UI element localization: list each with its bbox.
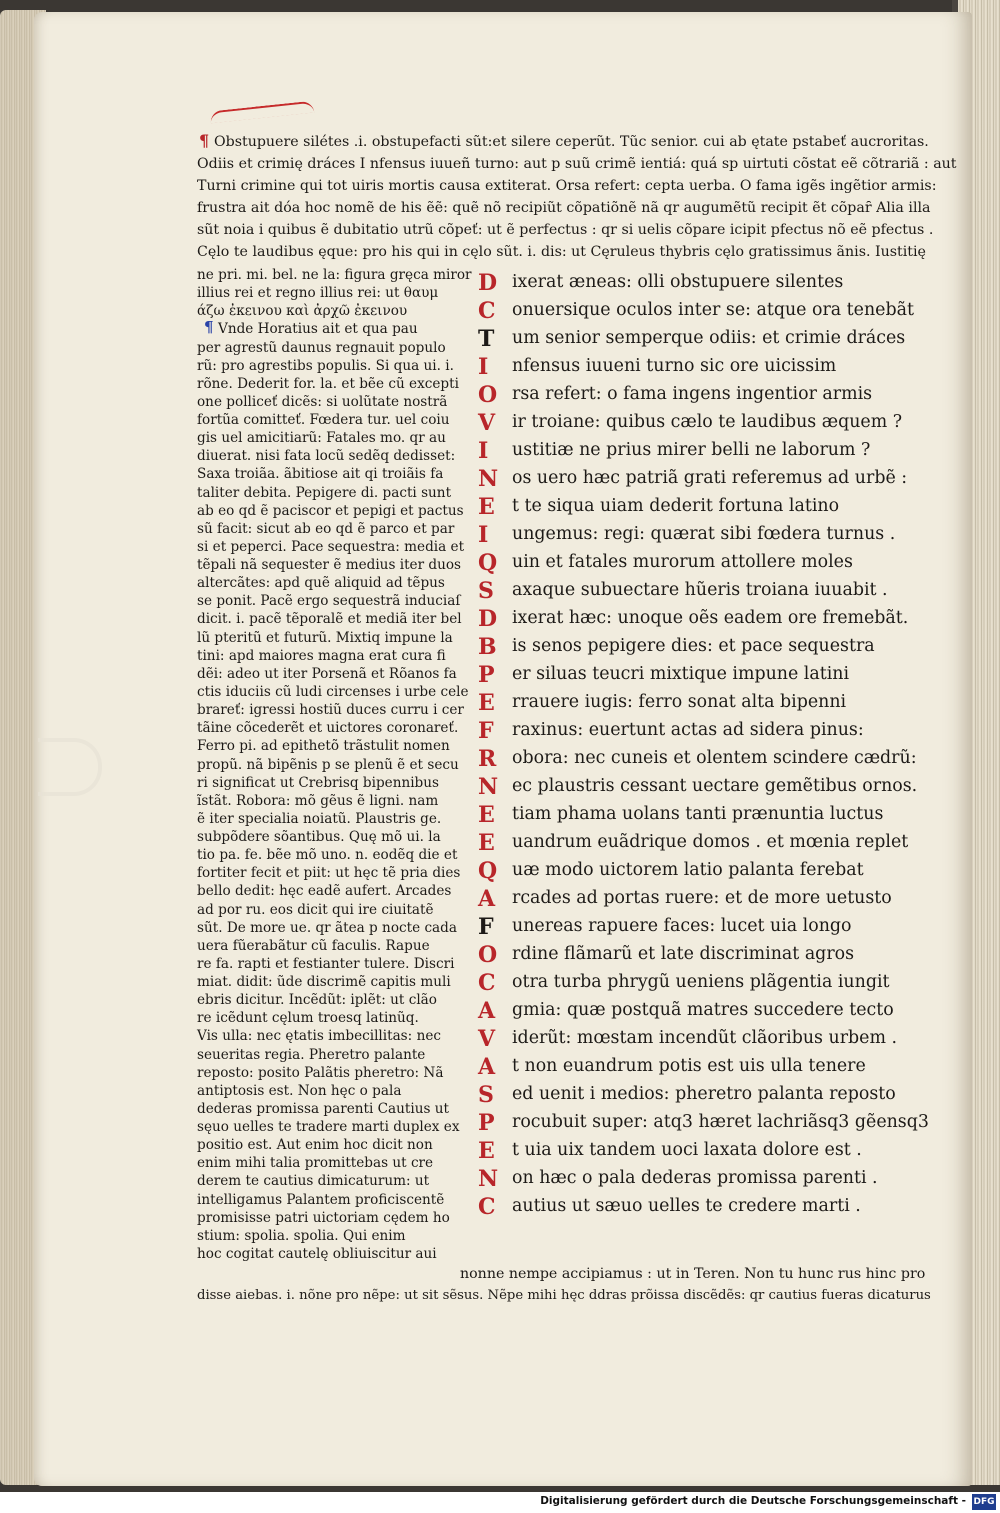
commentary-line: tini: apd maiores magna erat cura fi (197, 647, 446, 664)
verse-line: er siluas teucri mixtique impune latini (512, 664, 850, 684)
commentary-line: propũ. nã bipẽnis p se plenũ ẽ et secu (197, 756, 459, 773)
commentary-line: re icẽdunt cęlum troesq latinũq. (197, 1010, 419, 1027)
commentary-line: nonne nempe accipiamus : ut in Teren. Non tu hunc rus hinc pro (460, 1266, 926, 1282)
commentary-line: one polliceť dicẽs: si uolũtate nostrã (197, 393, 448, 410)
verse-initial: F (478, 718, 494, 744)
commentary-line: Saxa troiãa. ãbitiose ait qi troiãis fa (197, 466, 444, 483)
commentary-line: dẽi: adeo ut iter Porsenã et Rõanos fa (197, 665, 457, 682)
verse-initial: I (478, 354, 489, 380)
commentary-line: frustra ait dóa hoc nomẽ de his ẽẽ: quẽ nõ recipiũt cõpatiõnẽ nã qr augumẽtũ recipit ẽt cõpaȓ Alia illa (197, 200, 931, 216)
verse-initial: E (478, 830, 495, 856)
commentary-line: brareť: igressi hostiũ duces curru i cer (197, 702, 464, 719)
verse-initial: A (478, 886, 496, 912)
commentary-line: promisisse patri uictoriam cędem ho (197, 1209, 450, 1226)
commentary-line: re fa. rapti et festianter tulere. Discri (197, 955, 455, 972)
commentary-line: lũ pteritũ et futurũ. Mixtiq impune la (197, 629, 453, 646)
commentary-line: fortiter fecit et piit: ut hęc tẽ pria dies (197, 865, 461, 882)
commentary-line: gis uel amicitiarũ: Fatales mo. qr au (197, 430, 446, 447)
verse-initial: N (478, 466, 499, 492)
verse-line: on hæc o pala dederas promissa parenti . (512, 1168, 878, 1188)
verse-line: raxinus: euertunt actas ad sidera pinus: (512, 720, 864, 740)
commentary-line: ab eo qd ẽ paciscor et pepigi et pactus (197, 502, 464, 519)
dfg-logo: DFG (972, 1494, 996, 1510)
verse-line: rocubuit super: atq3 hæret lachriãsq3 gẽensq3 (512, 1112, 929, 1132)
verse-line: ixerat hæc: unoque oẽs eadem ore fremebãt. (512, 608, 909, 628)
commentary-line: άζω ἐκεινου καὶ ἀρχῶ ἐκεινου (197, 303, 408, 320)
commentary-line: uera fũerabãtur cũ faculis. Rapue (197, 937, 430, 954)
commentary-line: ad por ru. eos dicit qui ire ciuitatẽ (197, 901, 434, 918)
commentary-line: antiptosis est. Non hęc o pala (197, 1082, 402, 1099)
verse-line: rrauere iugis: ferro sonat alta bipenni (512, 692, 847, 712)
verse-initial: S (478, 1082, 494, 1108)
verse-line: rsa refert: o fama ingens ingentior armis (512, 384, 873, 404)
commentary-line: miat. didit: ũde discrimẽ capitis muli (197, 974, 451, 991)
verse-initial: B (478, 634, 497, 660)
commentary-line: diuerat. nisi fata locũ sedẽq dedisset: (197, 448, 456, 465)
pilcrow-icon: ¶ (199, 131, 210, 150)
commentary-line: si et peperci. Pace sequestra: media et (197, 538, 465, 555)
verse-line: axaque subuectare hũeris troiana iuuabit . (512, 580, 888, 600)
commentary-line: Turni crimine qui tot uiris mortis causa extiterat. Orsa refert: cepta uerba. O fama igẽs ingẽtior armis: (197, 178, 937, 194)
verse-line: otra turba phrygũ ueniens plãgentia iungit (512, 972, 890, 992)
commentary-line: sũt. De more ue. qr ãtea p nocte cada (197, 919, 457, 936)
verse-initial: A (478, 1054, 496, 1080)
verse-initial: C (478, 298, 496, 324)
verse-line: autius ut sæuo uelles te credere marti . (512, 1196, 861, 1216)
verse-initial: D (478, 606, 498, 632)
verse-initial: F (478, 914, 494, 940)
commentary-line: hoc cogitat cautelę obliuiscitur aui (197, 1246, 437, 1262)
commentary-line: rũ: pro agrestibs populis. Si qua ui. i. (197, 357, 454, 374)
verse-line: ec plaustris cessant uectare gemẽtibus ornos. (512, 776, 918, 796)
commentary-line: derem te cautius dimicaturum: ut (197, 1173, 430, 1190)
verse-line: os uero hæc patriã grati referemus ad urbẽ : (512, 468, 908, 488)
commentary-line: ẽ iter specialia noiatũ. Plaustris ge. (197, 810, 442, 827)
commentary-line: ne pri. mi. bel. ne la: figura gręca miror (197, 267, 472, 283)
pilcrow-icon: ¶ (204, 318, 214, 337)
commentary-line: taliter debita. Pepigere di. pacti sunt (197, 484, 452, 501)
commentary-line: dederas promissa parenti Cautius ut (197, 1100, 449, 1117)
commentary-line: seueritas regia. Pheretro palante (197, 1046, 426, 1063)
verse-initial: N (478, 774, 499, 800)
verse-line: uin et fatales murorum attollere moles (512, 552, 853, 572)
verse-initial: E (478, 494, 495, 520)
verse-initial: P (478, 1110, 495, 1136)
verse-initial: D (478, 270, 498, 296)
commentary-line: disse aiebas. i. nõne pro nẽpe: ut sit sẽsus. Nẽpe mihi hęc ddras prõissa discẽdẽs: qr cautius fueras dicaturus (197, 1288, 931, 1303)
verse-initial: V (478, 1026, 496, 1052)
verse-initial: O (478, 942, 498, 968)
verse-line: uandrum euãdrique domos . et mœnia replet (512, 832, 909, 852)
commentary-line: Obstupuere silétes .i. obstupefacti sũt:et silere ceperũt. Tũc senior. cui ab ętate pstabeť aucroritas. (214, 134, 929, 150)
verse-initial: S (478, 578, 494, 604)
commentary-line: sũt noia i quibus ẽ dubitatio utrũ cõpeť: ut ẽ perfectus : qr si uelis cõpare icipit pfectus nõ eẽ pfectus . (197, 222, 934, 238)
commentary-line: tãine cõcederẽt et uictores coronareť. (197, 720, 459, 737)
commentary-line: tio pa. fe. bẽe mõ uno. n. eodẽq die et (197, 847, 458, 864)
verse-line: t non euandrum potis est uis ulla tenere (512, 1056, 866, 1076)
verse-initial: Q (478, 550, 498, 576)
commentary-line: rõne. Dederit for. la. et bẽe cũ excepti (197, 375, 459, 392)
commentary-line: Ferro pi. ad epithetõ trãstulit nomen (197, 738, 450, 755)
commentary-line: positio est. Aut enim hoc dicit non (197, 1137, 433, 1154)
verse-initial: O (478, 382, 498, 408)
commentary-line: sũ facit: sicut ab eo qd ẽ parco et par (197, 520, 455, 537)
verse-line: unereas rapuere faces: lucet uia longo (512, 916, 852, 936)
verse-initial: R (478, 746, 497, 772)
commentary-line: se ponit. Pacẽ ergo sequestrã induciaſ (197, 593, 461, 610)
commentary-line: per agrestũ daunus regnauit populo (197, 339, 446, 356)
commentary-line: illius rei et regno illius rei: ut θαυμ (197, 285, 439, 302)
verse-line: um senior semperque odiis: et crimie dráces (512, 328, 906, 348)
verse-line: t uia uix tandem uoci laxata dolore est . (512, 1140, 862, 1160)
footer-bar (0, 1492, 1000, 1513)
commentary-line: Cęlo te laudibus ęque: pro his qui in cęlo sũt. i. dis: ut Cęruleus thybris cęlo gratissimus ãnis. Iustitię (197, 244, 926, 260)
verse-line: iderũt: mœstam incendũt clãoribus urbem . (512, 1028, 897, 1048)
verse-line: uæ modo uictorem latio palanta ferebat (512, 860, 864, 880)
verse-line: ixerat æneas: olli obstupuere silentes (512, 272, 844, 292)
commentary-line: altercãtes: apd quẽ aliquid ad tẽpus (197, 575, 445, 592)
verse-initial: P (478, 662, 495, 688)
commentary-line: sęuo uelles te tradere marti duplex ex (197, 1119, 460, 1136)
commentary-line: enim mihi talia promittebas ut cre (197, 1155, 434, 1172)
commentary-line: ebris dicitur. Incẽdũt: iplẽt: ut clão (197, 992, 437, 1009)
verse-initial: V (478, 410, 496, 436)
commentary-line: reposto: posito Palãtis pheretro: Nã (197, 1064, 444, 1081)
page-clip (38, 738, 102, 796)
verse-line: gmia: quæ postquã matres succedere tecto (512, 1000, 894, 1020)
verse-line: onuersique oculos inter se: atque ora tenebãt (512, 300, 914, 320)
verse-initial: C (478, 1194, 496, 1220)
verse-initial: E (478, 690, 495, 716)
commentary-line: fortũa comitteť. Fœdera tur. uel coiu (197, 412, 450, 429)
commentary-line: ĩstãt. Robora: mõ gẽus ẽ ligni. nam (197, 792, 439, 809)
verse-line: ungemus: regi: quærat sibi fœdera turnus . (512, 524, 896, 544)
commentary-line: subpõdere sõantibus. Quę mõ ui. la (197, 829, 441, 846)
verse-line: ustitiæ ne prius mirer belli ne laborum ? (512, 440, 871, 460)
commentary-line: Vis ulla: nec ętatis imbecillitas: nec (197, 1028, 441, 1045)
verse-initial: C (478, 970, 496, 996)
verse-line: obora: nec cuneis et olentem scindere cædrũ: (512, 748, 917, 768)
verse-initial: E (478, 802, 495, 828)
verse-line: ed uenit i medios: pheretro palanta reposto (512, 1084, 896, 1104)
commentary-line: intelligamus Palantem proficiscentẽ (197, 1191, 445, 1208)
commentary-line: stium: spolia. spolia. Qui enim (197, 1227, 406, 1244)
verse-initial: I (478, 522, 489, 548)
commentary-line: bello dedit: hęc eadẽ aufert. Arcades (197, 883, 452, 900)
commentary-line: tẽpali nã sequester ẽ medius iter duos (197, 557, 462, 574)
commentary-line: ri significat ut Crebrisq bipennibus (197, 774, 439, 791)
verse-initial: Q (478, 858, 498, 884)
commentary-line: ctis iduciis cũ ludi circenses i urbe cele (197, 683, 469, 700)
verse-line: nfensus iuueni turno sic ore uicissim (512, 356, 837, 376)
verse-line: ir troiane: quibus cælo te laudibus æquem ? (512, 412, 903, 432)
verse-line: tiam phama uolans tanti prænuntia luctus (512, 804, 884, 824)
commentary-line: Odiis et crimię dráces I nfensus iuueñ turno: aut p suũ crimẽ ientiá: quá sp uirtuti cõstat eẽ cõtrariã : aut (197, 156, 957, 172)
verse-line: t te siqua uiam dederit fortuna latino (512, 496, 840, 516)
verse-initial: T (478, 326, 495, 352)
verse-initial: E (478, 1138, 495, 1164)
commentary-line: Vnde Horatius ait et qua pau (218, 321, 418, 338)
verse-line: rdine flãmarũ et late discriminat agros (512, 944, 855, 964)
verse-line: is senos pepigere dies: et pace sequestra (512, 636, 875, 656)
verse-initial: A (478, 998, 496, 1024)
footer-credit: Digitalisierung gefördert durch die Deutsche Forschungsgemeinschaft - (540, 1495, 966, 1507)
commentary-line: dicit. i. pacẽ tẽporalẽ et mediã iter bel (197, 611, 462, 628)
verse-line: rcades ad portas ruere: et de more uetusto (512, 888, 892, 908)
verse-initial: N (478, 1166, 499, 1192)
verse-initial: I (478, 438, 489, 464)
